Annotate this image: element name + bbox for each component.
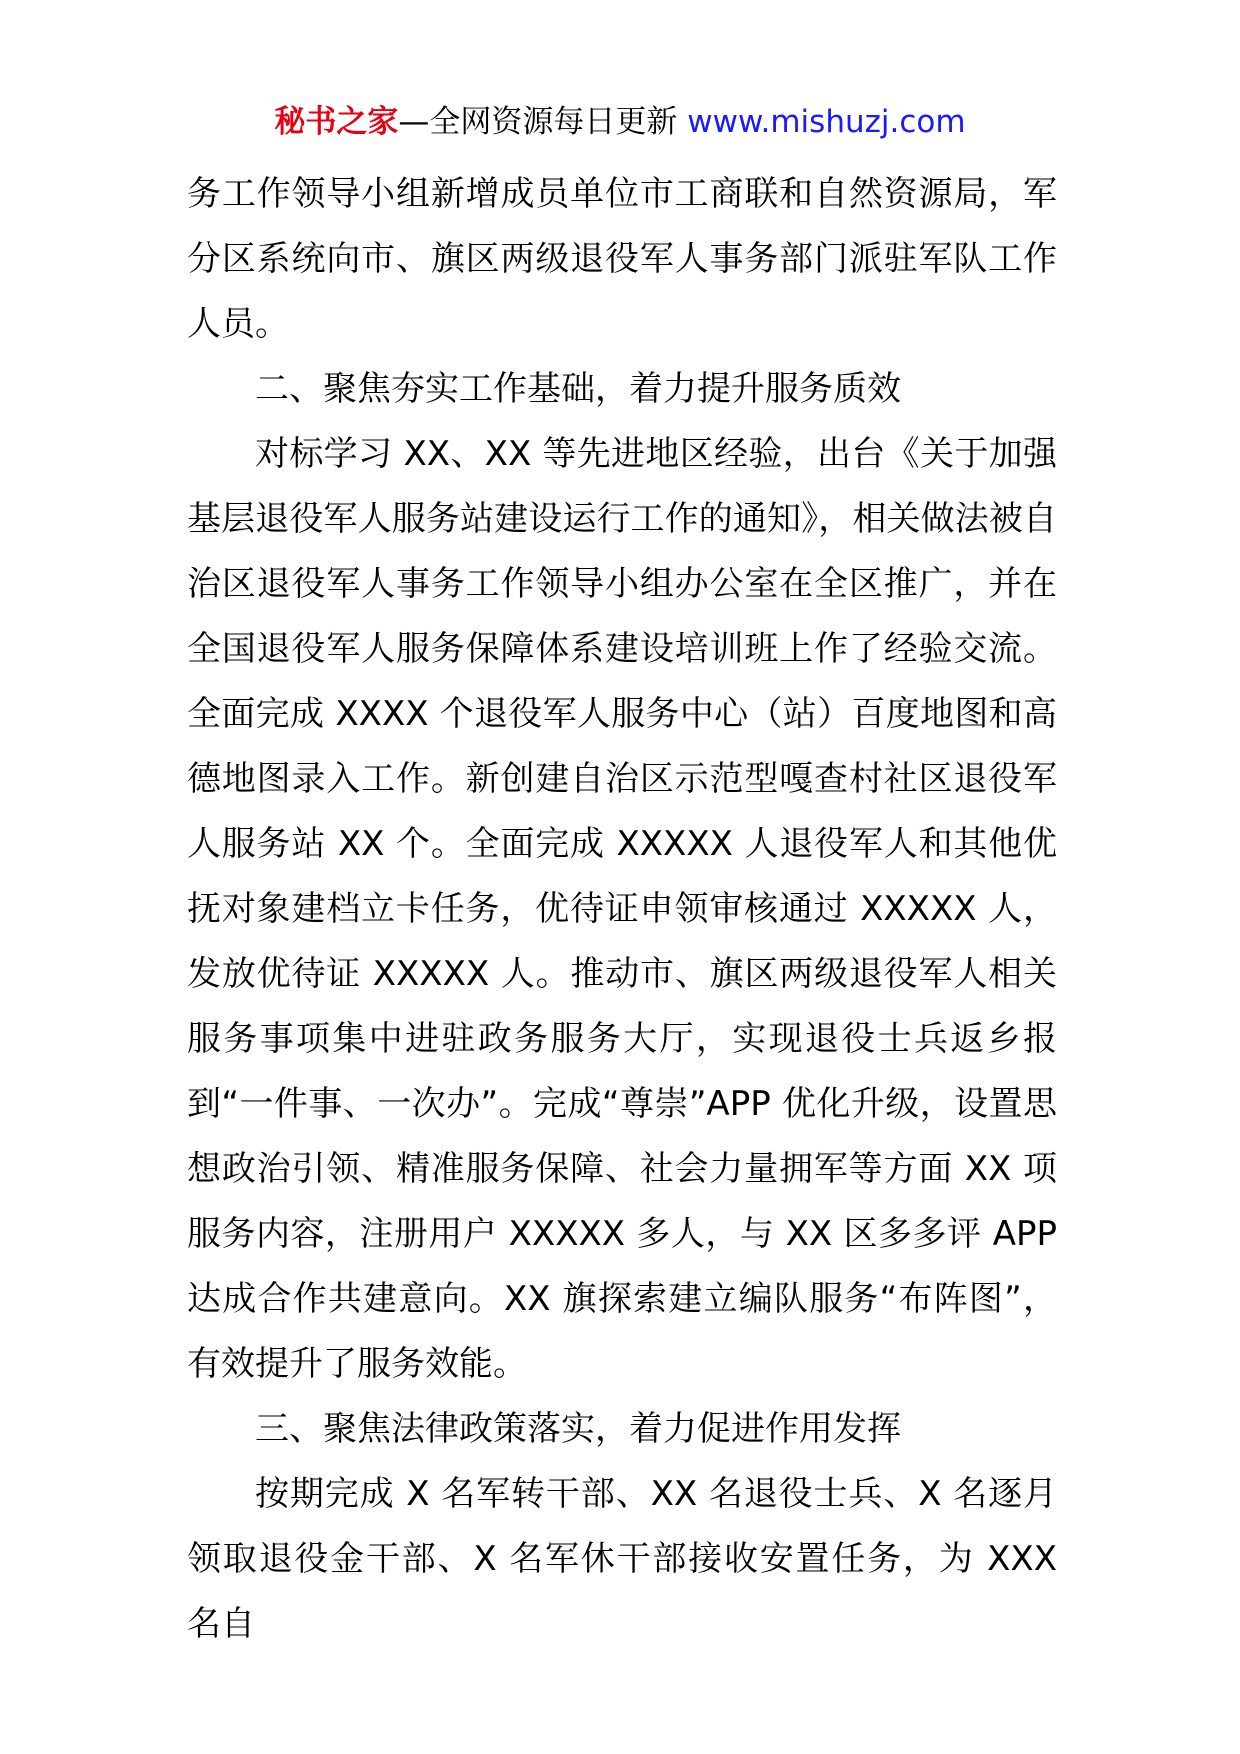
paragraph-section-3: 按期完成 X 名军转干部、XX 名退役士兵、X 名逐月领取退役金干部、X 名军休干部接收安置任务，为 XXX 名自 [187,1474,1057,1644]
paragraph-section-2: 对标学习 XX、XX 等先进地区经验，出台《关于加强基层退役军人服务站建设运行工作的通知》，相关做法被自治区退役军人事务工作领导小组办公室在全区推广，并在全国退役军人服务保障体系建设培训班上作了经验交流。全面完成 XXXX 个退役军人服务中心（站）百度地图和高德地图录入工作。新创建自治区示范型嘎查村社区退役军人服务站 XX 个。全面完成 XXXXX 人退役军人和其他优抚对象建档立卡任务，优待证申领审核通过 XXXXX 人，发放优待证 XXXXX 人。推动市、旗区两级退役军人相关服务事项集中进驻政务服务大厅，实现退役士兵返乡报到“一件事、一次办”。完成“尊崇”APP 优化升级，设置思想政治引领、精准服务保障、社会力量拥军等方面 XX 项服务内容，注册用户 XXXXX 多人，与 XX 区多多评 APP 达成合作共建意向。XX 旗探索建立编队服务“布阵图”，有效提升了服务效能。 [187,434,1057,1384]
document-body [187,162,1057,1657]
section-heading-2: 二、聚焦夯实工作基础，着力提升服务质效 [255,369,901,409]
section-heading-3: 三、聚焦法律政策落实，着力促进作用发挥 [255,1409,901,1449]
site-header [0,102,1240,142]
site-url-link[interactable]: www.mishuzj.com [687,104,966,140]
paragraph-continued: 务工作领导小组新增成员单位市工商联和自然资源局，军分区系统向市、旗区两级退役军人事务部门派驻军队工作人员。 [187,174,1057,344]
brand-name: 秘书之家 [274,104,399,140]
header-slogan: —全网资源每日更新 [398,104,678,140]
